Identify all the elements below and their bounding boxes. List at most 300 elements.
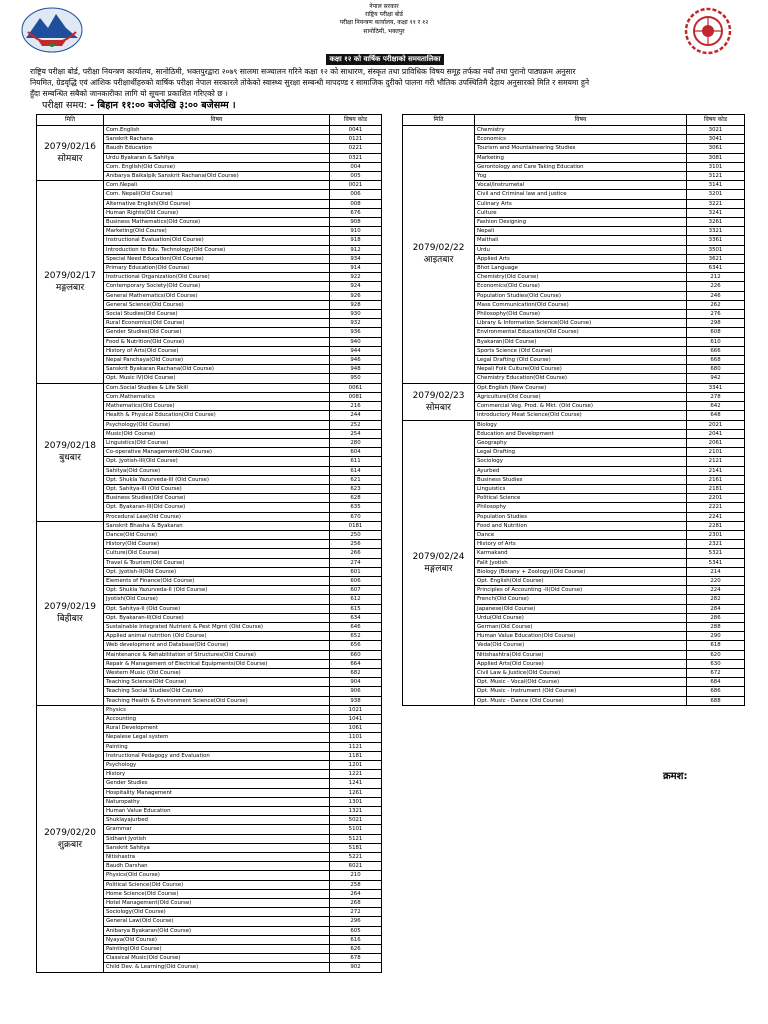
subject-cell: Sociology (475, 457, 687, 466)
subject-code-cell: 682 (330, 668, 382, 677)
subject-code-cell: 5021 (330, 816, 382, 825)
subject-cell: Accounting (104, 715, 330, 724)
subject-cell: Physics(Old Course) (104, 871, 330, 880)
subject-cell: Repair & Management of Electrical Equipments(Old Course) (104, 659, 330, 668)
subject-cell: Dance(Old Course) (104, 530, 330, 539)
subject-cell: Mathematics(Old Course) (104, 402, 330, 411)
subject-code-cell: 008 (330, 199, 382, 208)
subject-cell: Culture(Old Course) (104, 549, 330, 558)
subject-code-cell: 216 (330, 402, 382, 411)
subject-cell: Sustainable Integrated Nutrient & Pest Mgmt (Old Course) (104, 622, 330, 631)
subject-code-cell: 936 (330, 328, 382, 337)
exam-date-cell (37, 126, 104, 181)
subject-cell: Procedural Law(Old Course) (104, 512, 330, 521)
notice-intro (30, 66, 742, 99)
subject-code-cell: 611 (330, 457, 382, 466)
subject-code-cell: 686 (687, 687, 745, 696)
subject-code-cell: 258 (330, 880, 382, 889)
subject-cell: Psychology(Old Course) (104, 420, 330, 429)
subject-code-cell: 3241 (687, 208, 745, 217)
subject-code-cell: 284 (687, 604, 745, 613)
subject-cell: Agriculture(Old Course) (475, 392, 687, 401)
subject-cell: Opt. Music - Instrument (Old Course) (475, 687, 687, 696)
exam-day: सोमबार (426, 402, 451, 413)
table-row (403, 420, 745, 429)
subject-cell: Opt.English (New Course) (475, 383, 687, 392)
exam-date-cell (37, 521, 104, 705)
subject-cell: Fashion Designing (475, 218, 687, 227)
subject-cell: Food and Nutrition (475, 521, 687, 530)
subject-cell: Western Music (Old Course) (104, 668, 330, 677)
subject-code-cell: 3101 (687, 162, 745, 171)
subject-code-cell: 3341 (687, 383, 745, 392)
subject-code-cell: 252 (330, 420, 382, 429)
subject-code-cell: 0041 (330, 126, 382, 135)
subject-code-cell: 1241 (330, 779, 382, 788)
subject-cell: Com.Mathematics (104, 392, 330, 401)
subject-code-cell: 256 (330, 540, 382, 549)
subject-code-cell: 934 (330, 254, 382, 263)
subject-cell: Library & Information Science(Old Course) (475, 319, 687, 328)
subject-cell: Travel & Tourism(Old Course) (104, 558, 330, 567)
col-header-date: मिति (37, 115, 104, 126)
subject-cell: Gender Studies (104, 779, 330, 788)
subject-cell: Opt. Byakaran-III(Old Course) (104, 503, 330, 512)
subject-cell: Health & Physical Education(Old Course) (104, 411, 330, 420)
subject-code-cell: 5181 (330, 843, 382, 852)
subject-cell: Co-operative Management(Old Course) (104, 448, 330, 457)
subject-cell: Legal Drafting (Old Course) (475, 356, 687, 365)
subject-code-cell: 670 (330, 512, 382, 521)
subject-code-cell: 642 (687, 402, 745, 411)
subject-cell: Jyotish(Old Course) (104, 595, 330, 604)
table-row (37, 521, 382, 530)
subject-cell: Population Studies (475, 512, 687, 521)
subject-code-cell: 605 (330, 926, 382, 935)
subject-code-cell: 676 (330, 208, 382, 217)
subject-cell: Japanese(Old Course) (475, 604, 687, 613)
subject-cell: Mass Communication(Old Course) (475, 300, 687, 309)
subject-cell: Nepalese Legal system (104, 733, 330, 742)
subject-cell: Civil Law & Justice(Old Course) (475, 668, 687, 677)
subject-code-cell: 908 (330, 218, 382, 227)
subject-cell: Business Studies(Old Course) (104, 494, 330, 503)
subject-code-cell: 910 (330, 227, 382, 236)
subject-code-cell: 604 (330, 448, 382, 457)
subject-cell: Falit Jyotish (475, 558, 687, 567)
exam-day: मङ्गलबार (55, 282, 85, 293)
subject-code-cell: 3021 (687, 126, 745, 135)
subject-code-cell: 0181 (330, 521, 382, 530)
subject-cell: Naturopathy (104, 797, 330, 806)
subject-code-cell: 668 (687, 356, 745, 365)
subject-cell: Karmakand (475, 549, 687, 558)
subject-code-cell: 621 (330, 475, 382, 484)
subject-code-cell: 924 (330, 282, 382, 291)
subject-code-cell: 664 (330, 659, 382, 668)
exam-date: 2079/02/24 (412, 551, 465, 562)
subject-cell: Physics (104, 705, 330, 714)
subject-code-cell: 1301 (330, 797, 382, 806)
intro-line-1: राष्ट्रिय परीक्षा बोर्ड, परीक्षा नियन्त्रण कार्यालय, सानोठिमी, भक्तपुरद्वारा २०७९ सालमा सञ्चालन गरिने कक्षा १२ को साधारण, संस्कृत तथा प्राविधिक विषय समूह तर्फका नयाँ तथा पुरानो पाठ्यक्रम अनुसार (30, 67, 576, 76)
exam-date-cell (37, 383, 104, 521)
exam-date: 2079/02/18 (44, 441, 96, 452)
subject-code-cell: 5101 (330, 825, 382, 834)
table-row (37, 181, 382, 190)
subject-code-cell: 0321 (330, 153, 382, 162)
subject-code-cell: 280 (330, 438, 382, 447)
subject-code-cell: 606 (330, 576, 382, 585)
subject-cell: Opt. Music - Dance (Old Course) (475, 696, 687, 705)
subject-cell: Sahitya(Old Course) (104, 466, 330, 475)
subject-code-cell: 2221 (687, 503, 745, 512)
subject-code-cell: 950 (330, 374, 382, 383)
subject-cell: Com.Social Studies & Life Skill (104, 383, 330, 392)
subject-cell: Marketing(Old Course) (104, 227, 330, 236)
subject-code-cell: 210 (330, 871, 382, 880)
subject-code-cell: 220 (687, 576, 745, 585)
board-seal-icon (683, 6, 733, 56)
subject-code-cell: 2061 (687, 438, 745, 447)
exam-date: 2079/02/16 (44, 142, 96, 153)
subject-cell: Anibarya Baikalpik Sanskrit Rachana(Old Course) (104, 172, 330, 181)
subject-code-cell: 2041 (687, 429, 745, 438)
subject-cell: Chemistry Education(Old Course) (475, 374, 687, 383)
subject-code-cell: 264 (330, 889, 382, 898)
exam-day: सोमबार (57, 154, 83, 165)
subject-cell: Applied Arts(Old Course) (475, 659, 687, 668)
exam-date: 2079/02/22 (412, 243, 465, 254)
subject-cell: Teaching Health & Environment Science(Old Course) (104, 696, 330, 705)
subject-cell: Web development and Database(Old Course) (104, 641, 330, 650)
subject-code-cell: 3501 (687, 245, 745, 254)
subject-code-cell: 246 (687, 291, 745, 300)
subject-cell: Tourism and Mountaineering Studies (475, 144, 687, 153)
subject-code-cell: 630 (687, 659, 745, 668)
exam-time (42, 98, 236, 111)
subject-cell: Veda(Old Course) (475, 641, 687, 650)
subject-cell: General Mathematics(Old Course) (104, 291, 330, 300)
subject-code-cell: 2101 (687, 448, 745, 457)
subject-code-cell: 286 (687, 613, 745, 622)
subject-code-cell: 2321 (687, 540, 745, 549)
subject-code-cell: 1261 (330, 788, 382, 797)
subject-code-cell: 948 (330, 365, 382, 374)
subject-code-cell: 1021 (330, 705, 382, 714)
subject-code-cell: 5341 (687, 558, 745, 567)
subject-code-cell: 646 (330, 622, 382, 631)
subject-code-cell: 2241 (687, 512, 745, 521)
header-board: राष्ट्रिय परीक्षा बोर्ड (365, 11, 403, 18)
subject-cell: Applied Arts (475, 254, 687, 263)
subject-code-cell: 634 (330, 613, 382, 622)
subject-cell: Alternative English(Old Course) (104, 199, 330, 208)
subject-cell: Baudh Education (104, 144, 330, 153)
subject-code-cell: 928 (330, 300, 382, 309)
col-header-subject: विषय (104, 115, 330, 126)
subject-cell: Yog (475, 172, 687, 181)
subject-cell: Political Science (475, 494, 687, 503)
subject-code-cell: 282 (687, 595, 745, 604)
exam-day: मङ्गलबार (424, 563, 453, 574)
subject-cell: Opt. Byakaran-II(Old Course) (104, 613, 330, 622)
subject-cell: Music(Old Course) (104, 429, 330, 438)
subject-cell: Chemistry (475, 126, 687, 135)
subject-code-cell: 912 (330, 245, 382, 254)
intro-line-3: हुँदा सम्बन्धित सबैको जानकारीका लागि यो सूचना प्रकाशित गरिएको छ । (30, 89, 228, 98)
subject-code-cell: 2181 (687, 484, 745, 493)
subject-code-cell: 290 (687, 632, 745, 641)
subject-cell: Opt. Shukla Yazurveda-II (Old Course) (104, 586, 330, 595)
subject-cell: Grammar (104, 825, 330, 834)
col-header-code: विषय कोड (687, 115, 745, 126)
subject-cell: Teaching Science(Old Course) (104, 678, 330, 687)
subject-code-cell: 648 (687, 411, 745, 420)
subject-cell: Child Dev. & Learning(Old Course) (104, 963, 330, 972)
subject-code-cell: 902 (330, 963, 382, 972)
subject-code-cell: 3221 (687, 199, 745, 208)
subject-cell: Psychology (104, 761, 330, 770)
exam-day: बिहीबार (57, 614, 83, 625)
subject-code-cell: 268 (330, 899, 382, 908)
subject-cell: Linguistics(Old Course) (104, 438, 330, 447)
subject-code-cell: 623 (330, 484, 382, 493)
subject-code-cell: 660 (330, 650, 382, 659)
subject-cell: Nepali (475, 227, 687, 236)
subject-cell: Legal Drafting (475, 448, 687, 457)
subject-cell: Nyaya(Old Course) (104, 935, 330, 944)
subject-cell: Sanskrit Bhasha & Byakaran (104, 521, 330, 530)
subject-code-cell: 3201 (687, 190, 745, 199)
subject-code-cell: 932 (330, 319, 382, 328)
subject-cell: Marketing (475, 153, 687, 162)
subject-code-cell: 688 (687, 696, 745, 705)
subject-cell: Opt. Jyotish-III(Old Course) (104, 457, 330, 466)
subject-code-cell: 1041 (330, 715, 382, 724)
exam-date-cell (37, 705, 104, 972)
subject-code-cell: 288 (687, 622, 745, 631)
exam-day: शुक्रबार (57, 839, 83, 850)
subject-cell: Geography (475, 438, 687, 447)
exam-day: बुधबार (59, 453, 81, 464)
header-location: सानोठिमी, भक्तपुर (363, 28, 405, 35)
schedule-table-left (36, 114, 382, 973)
subject-cell: Instructional Evaluation(Old Course) (104, 236, 330, 245)
subject-cell: Social Studies(Old Course) (104, 310, 330, 319)
subject-cell: Ayurbed (475, 466, 687, 475)
subject-cell: Culinary Arts (475, 199, 687, 208)
subject-cell: Teaching Social Studies(Old Course) (104, 687, 330, 696)
subject-cell: History of Arts(Old Course) (104, 346, 330, 355)
subject-code-cell: 3321 (687, 227, 745, 236)
subject-code-cell: 3621 (687, 254, 745, 263)
subject-cell: Political Science(Old Course) (104, 880, 330, 889)
subject-code-cell: 272 (330, 908, 382, 917)
subject-cell: Principles of Accounting -II(Old Course) (475, 586, 687, 595)
col-header-subject: विषय (475, 115, 687, 126)
exam-date-cell (37, 181, 104, 383)
continued-label: क्रमश: (663, 771, 688, 782)
subject-code-cell: 004 (330, 162, 382, 171)
subject-cell: Hotel Management(Old Course) (104, 899, 330, 908)
subject-code-cell: 678 (330, 954, 382, 963)
subject-cell: Rural Economics(Old Course) (104, 319, 330, 328)
subject-code-cell: 2201 (687, 494, 745, 503)
subject-code-cell: 612 (330, 595, 382, 604)
table-row (37, 383, 382, 392)
exam-time-value: - बिहान ११:०० बजेदेखि ३:०० बजेसम्म । (86, 100, 236, 111)
subject-cell: Baudh Darshan (104, 862, 330, 871)
subject-cell: Shuklayajurbed (104, 816, 330, 825)
subject-cell: Philosophy(Old Course) (475, 310, 687, 319)
subject-cell: Nitishashtra(Old Course) (475, 650, 687, 659)
subject-code-cell: 944 (330, 346, 382, 355)
subject-code-cell: 296 (330, 917, 382, 926)
subject-code-cell: 266 (330, 549, 382, 558)
subject-code-cell: 616 (330, 935, 382, 944)
subject-cell: Economics(Old Course) (475, 282, 687, 291)
subject-code-cell: 1181 (330, 751, 382, 760)
subject-code-cell: 626 (330, 945, 382, 954)
exam-date-cell (403, 126, 475, 384)
subject-code-cell: 212 (687, 273, 745, 282)
subject-code-cell: 276 (687, 310, 745, 319)
subject-cell: Com. English(Old Course) (104, 162, 330, 171)
subject-cell: German(Old Course) (475, 622, 687, 631)
subject-code-cell: 0061 (330, 383, 382, 392)
subject-cell: Sidhant Jyotish (104, 834, 330, 843)
subject-cell: Rural Development (104, 724, 330, 733)
subject-code-cell: 1061 (330, 724, 382, 733)
subject-cell: Home Science(Old Course) (104, 889, 330, 898)
subject-cell: Human Value Education (104, 807, 330, 816)
subject-cell: Nepali Folk Culture(Old Course) (475, 365, 687, 374)
subject-code-cell: 940 (330, 337, 382, 346)
subject-code-cell: 666 (687, 346, 745, 355)
subject-cell: General Law(Old Course) (104, 917, 330, 926)
subject-code-cell: 2121 (687, 457, 745, 466)
subject-cell: Contemporary Society(Old Course) (104, 282, 330, 291)
subject-cell: Instructional Pedagogy and Evaluation (104, 751, 330, 760)
subject-cell: Human Rights(Old Course) (104, 208, 330, 217)
subject-code-cell: 3141 (687, 181, 745, 190)
subject-code-cell: 3081 (687, 153, 745, 162)
subject-code-cell: 274 (330, 558, 382, 567)
header-govt: नेपाल सरकार (369, 3, 399, 10)
subject-code-cell: 628 (330, 494, 382, 503)
subject-code-cell: 2141 (687, 466, 745, 475)
subject-code-cell: 006 (330, 190, 382, 199)
subject-code-cell: 1201 (330, 761, 382, 770)
subject-cell: Opt. Music - Vocal(Old Course) (475, 678, 687, 687)
subject-cell: Bhot Language (475, 264, 687, 273)
subject-cell: Special Need Education(Old Course) (104, 254, 330, 263)
exam-date: 2079/02/23 (412, 390, 465, 401)
subject-code-cell: 904 (330, 678, 382, 687)
subject-cell: Byakaran(Old Course) (475, 337, 687, 346)
subject-code-cell: 1221 (330, 770, 382, 779)
subject-cell: Com. Nepali(Old Course) (104, 190, 330, 199)
subject-code-cell: 244 (330, 411, 382, 420)
subject-cell: Population Studies(Old Course) (475, 291, 687, 300)
subject-code-cell: 614 (330, 466, 382, 475)
intro-line-2: नियमित, ग्रेडवृद्धि एवं आंशिक परीक्षार्थीहरुको वार्षिक परीक्षा नेपाल सरकारले तोकेको स्वास्थ्य सुरक्षा सम्बन्धी मापदण्ड र सामाजिक दुरीको पालना गरी भौतिक उपस्थितिमै देहाय अनुसारको मिति र समयमा हुने (30, 78, 590, 87)
subject-cell: Sanskrit Rachana (104, 135, 330, 144)
subject-code-cell: 3261 (687, 218, 745, 227)
subject-cell: Opt. Sahitya-II (Old Course) (104, 604, 330, 613)
subject-code-cell: 5321 (687, 549, 745, 558)
subject-cell: Instructional Organization(Old Course) (104, 273, 330, 282)
subject-cell: Primary Education(Old Course) (104, 264, 330, 273)
subject-cell: Nitishastra (104, 853, 330, 862)
subject-cell: Biology (Botany + Zoology)(Old Course) (475, 567, 687, 576)
subject-cell: Food & Nutrition(Old Course) (104, 337, 330, 346)
subject-code-cell: 1121 (330, 742, 382, 751)
subject-cell: History(Old Course) (104, 540, 330, 549)
subject-cell: Economics (475, 135, 687, 144)
exam-date-cell (403, 383, 475, 420)
subject-code-cell: 656 (330, 641, 382, 650)
subject-cell: Maithali (475, 236, 687, 245)
subject-cell: Opt. Music IV(Old Course) (104, 374, 330, 383)
subject-cell: Opt. Jyotish-II(Old Course) (104, 567, 330, 576)
subject-code-cell: 922 (330, 273, 382, 282)
subject-cell: Urdu(Old Course) (475, 613, 687, 622)
subject-cell: Classical Music(Old Course) (104, 954, 330, 963)
subject-code-cell: 278 (687, 392, 745, 401)
subject-code-cell: 0081 (330, 392, 382, 401)
subject-code-cell: 224 (687, 586, 745, 595)
subject-code-cell: 684 (687, 678, 745, 687)
subject-cell: Gender Studies(Old Course) (104, 328, 330, 337)
subject-cell: Gerontology and Care Taking Education (475, 162, 687, 171)
table-row (37, 126, 382, 135)
subject-cell: Chemistry(Old Course) (475, 273, 687, 282)
subject-code-cell: 652 (330, 632, 382, 641)
subject-cell: Maintenance & Rehabilitation of Structures(Old Course) (104, 650, 330, 659)
subject-code-cell: 601 (330, 567, 382, 576)
subject-cell: Com.Nepali (104, 181, 330, 190)
subject-code-cell: 615 (330, 604, 382, 613)
subject-code-cell: 3361 (687, 236, 745, 245)
subject-cell: Sanskrit Sahitya (104, 843, 330, 852)
subject-cell: Linguistics (475, 484, 687, 493)
subject-cell: Painting (104, 742, 330, 751)
subject-cell: Sociology(Old Course) (104, 908, 330, 917)
subject-cell: Opt. Shukla Yazurveda-III (Old Course) (104, 475, 330, 484)
subject-cell: Vocal/Instrumetal (475, 181, 687, 190)
subject-code-cell: 2281 (687, 521, 745, 530)
table-header-row (37, 115, 382, 126)
subject-code-cell: 930 (330, 310, 382, 319)
header-office: परीक्षा नियन्त्रण कार्यालय, कक्षा ११ र १२ (339, 19, 429, 26)
subject-code-cell: 6341 (687, 264, 745, 273)
subject-code-cell: 1101 (330, 733, 382, 742)
table-row (37, 705, 382, 714)
subject-code-cell: 3121 (687, 172, 745, 181)
subject-code-cell: 918 (330, 236, 382, 245)
exam-date: 2079/02/20 (44, 827, 96, 838)
subject-cell: History of Arts (475, 540, 687, 549)
col-header-date: मिति (403, 115, 475, 126)
subject-cell: Com.English (104, 126, 330, 135)
subject-cell: Nepal Panchaya(Old Course) (104, 356, 330, 365)
subject-cell: Business Studies (475, 475, 687, 484)
subject-cell: Anibarya Byakaran(Old Course) (104, 926, 330, 935)
subject-cell: Civil and Criminal law and justice (475, 190, 687, 199)
subject-cell: Human Value Education(Old Course) (475, 632, 687, 641)
subject-code-cell: 672 (687, 668, 745, 677)
